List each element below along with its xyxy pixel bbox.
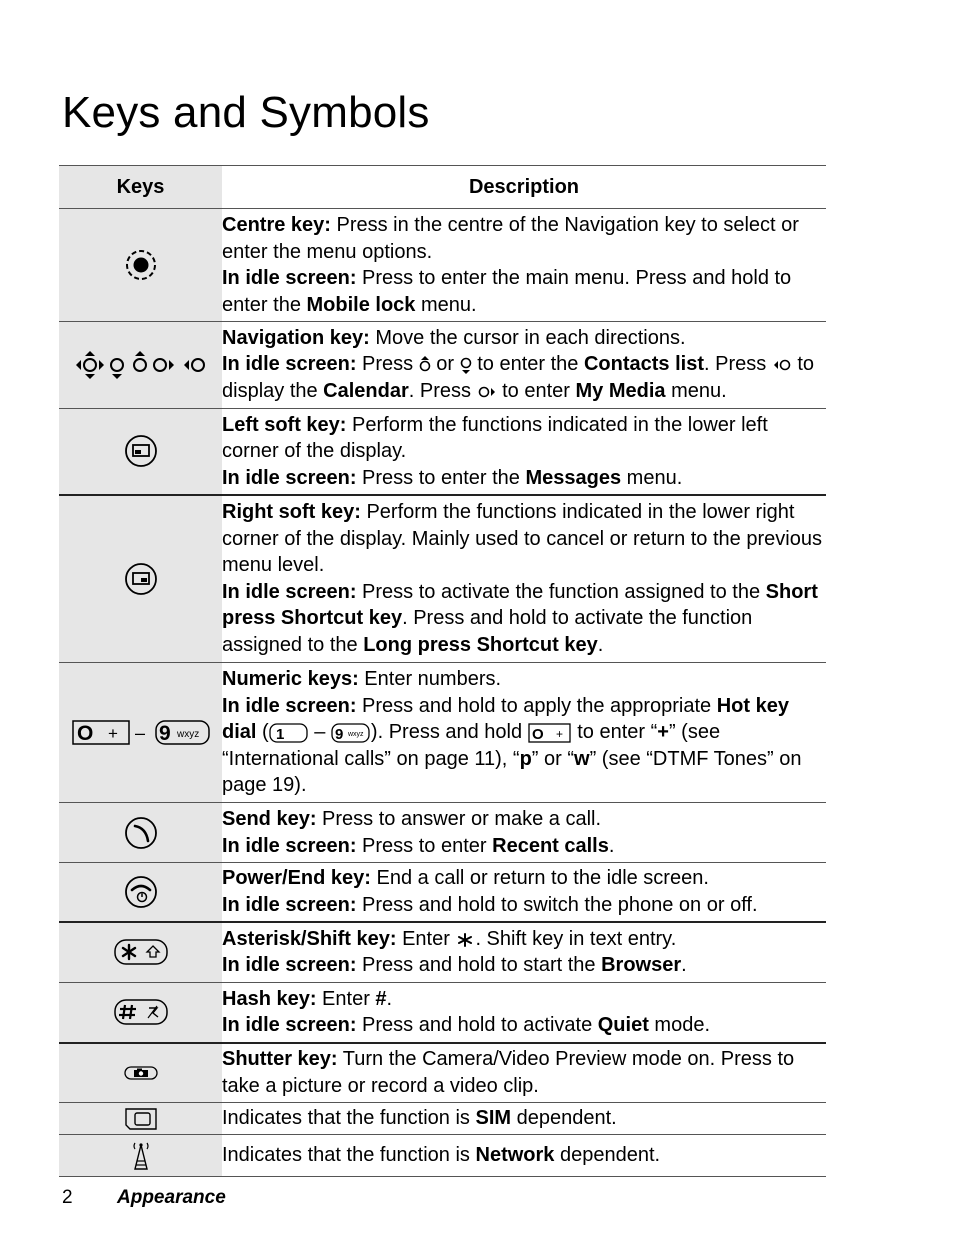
table-row [59, 803, 826, 863]
description-cell [222, 803, 826, 863]
description-text: In idle screen: [222, 694, 357, 717]
key-cell [59, 803, 222, 863]
description-text: or [430, 353, 460, 376]
description-text: In idle screen: [222, 466, 357, 489]
description-text: to enter the [471, 353, 584, 376]
description-text: Press and hold to start the [356, 954, 602, 977]
nav-right-icon [477, 379, 497, 406]
description-cell [222, 983, 826, 1043]
description-cell [222, 495, 826, 663]
description-line [222, 833, 826, 860]
description-text: to display the [222, 353, 815, 403]
description-text: My Media [575, 380, 666, 403]
key-cell [59, 1103, 222, 1135]
keys-table [59, 165, 826, 1177]
description-text: In idle screen: [222, 834, 357, 857]
table-row [59, 409, 826, 495]
description-text: Long press Shortcut key [363, 633, 598, 656]
description-line [222, 265, 826, 318]
description-cell [222, 209, 826, 322]
description-text: Network [475, 1144, 555, 1167]
description-text: . Press [408, 380, 477, 403]
description-text: mode. [648, 1014, 711, 1037]
description-text: ” or “ [531, 747, 575, 770]
description-text: Indicates that the function is [222, 1107, 476, 1130]
keys-column-header: Keys [59, 166, 222, 209]
description-text: ). Press and hold [370, 721, 528, 744]
key-cell [59, 663, 222, 803]
description-text: w [574, 747, 590, 770]
key-cell [59, 1043, 222, 1103]
table-row [59, 983, 826, 1043]
description-text: Hot key dial [222, 694, 789, 744]
page-title: Keys and Symbols [62, 88, 430, 137]
power-end-key-icon [124, 883, 158, 900]
svg-text:wxyz: wxyz [347, 731, 364, 739]
description-text: Press to enter [356, 834, 493, 857]
description-text: Recent calls [492, 834, 609, 857]
table-row [59, 922, 826, 983]
description-cell [222, 1103, 826, 1135]
description-text: In idle screen: [222, 353, 357, 376]
sim-card-icon [123, 1110, 159, 1127]
svg-text:O: O [531, 726, 544, 744]
svg-text:1: 1 [275, 726, 285, 744]
table-row [59, 322, 826, 409]
description-line [222, 412, 826, 465]
key-0-small-icon [528, 719, 572, 746]
description-cell [222, 409, 826, 495]
description-text: – [308, 721, 331, 744]
description-text: + [657, 721, 669, 744]
description-text: Press to activate the function assigned to the [356, 580, 766, 603]
description-text: ( [256, 721, 269, 744]
key-cell [59, 983, 222, 1043]
svg-text:wxyz: wxyz [176, 728, 199, 740]
description-cell [222, 863, 826, 922]
description-text: End a call or return to the idle screen. [370, 867, 709, 890]
description-line [222, 892, 826, 919]
description-text: Hash key: [222, 987, 317, 1010]
description-text: Contacts list [583, 353, 704, 376]
description-text: ” (see “International calls” on page 11), “ [222, 721, 721, 770]
description-text: menu. [621, 466, 683, 489]
description-text: In idle screen: [222, 893, 357, 916]
description-line [222, 986, 826, 1013]
description-line [222, 865, 826, 892]
description-text: Numeric keys: [222, 668, 359, 691]
description-line [222, 952, 826, 979]
description-text: Shutter key: [222, 1048, 338, 1071]
table-row [59, 1103, 826, 1135]
description-text: . Press [703, 353, 772, 376]
description-text: Move the cursor in each directions. [369, 326, 686, 349]
description-text: Mobile lock [306, 293, 416, 316]
description-line [222, 926, 826, 953]
description-text: Enter [316, 987, 376, 1010]
left-soft-key-icon [124, 442, 158, 459]
table-row [59, 663, 826, 803]
description-text: In idle screen: [222, 954, 357, 977]
description-text: . [608, 834, 615, 857]
description-column-header: Description [222, 166, 826, 209]
description-text: Press in the centre of the Navigation key to select or enter the menu options. [222, 214, 799, 263]
description-text: Send key: [222, 808, 317, 830]
description-text: Calendar [323, 380, 409, 403]
description-line [222, 325, 826, 352]
description-cell [222, 322, 826, 409]
send-key-icon [124, 824, 158, 841]
description-text: to enter [496, 380, 576, 403]
asterisk-shift-key-icon [113, 943, 169, 960]
description-text: Browser [601, 954, 682, 977]
description-line [222, 579, 826, 659]
description-text: dependent. [511, 1107, 617, 1130]
description-line [222, 351, 826, 405]
right-soft-key-icon [124, 570, 158, 587]
description-text: Asterisk/Shift key: [222, 927, 397, 950]
table-row [59, 1135, 826, 1177]
description-text: In idle screen: [222, 580, 357, 603]
description-text: Short press Shortcut key [222, 580, 818, 630]
table-row [59, 209, 826, 322]
page-footer [62, 1187, 226, 1209]
description-line [222, 499, 826, 579]
nav-down-icon [460, 352, 472, 379]
numeric-keys-icon [71, 721, 211, 745]
description-text: dependent. [554, 1144, 661, 1167]
description-line [222, 1046, 826, 1099]
description-text: Centre key: [222, 214, 331, 236]
description-text: Press to enter the main menu. Press and hold to enter the [222, 267, 792, 316]
key-cell [59, 922, 222, 983]
key-cell [59, 1135, 222, 1177]
description-cell [222, 1135, 826, 1177]
description-text: . Shift key in text entry. [475, 927, 677, 950]
description-text: Quiet [597, 1014, 649, 1037]
key-cell [59, 495, 222, 663]
table-row [59, 1043, 826, 1103]
description-text: . [386, 987, 393, 1010]
description-text: to enter “ [571, 721, 658, 744]
description-text: menu. [665, 380, 727, 403]
description-text: Left soft key: [222, 413, 347, 436]
description-text: Enter numbers. [358, 668, 502, 691]
description-text: Press to enter the [356, 466, 526, 489]
description-text: menu. [415, 293, 477, 316]
table-row [59, 863, 826, 922]
description-line [222, 1012, 826, 1039]
description-text: Indicates that the function is [222, 1144, 476, 1167]
description-text: Press to answer or make a call. [316, 808, 602, 830]
description-line [222, 465, 826, 492]
key-cell [59, 863, 222, 922]
description-text: Press and hold to activate [356, 1014, 598, 1037]
description-text: Turn the Camera/Video Preview mode on. Press to take a picture or record a video clip. [222, 1048, 795, 1097]
key-9-small-icon [331, 719, 371, 746]
description-text: p [519, 747, 532, 770]
description-text: . Press and hold to activate the function assigned to the [222, 607, 753, 656]
key-cell [59, 322, 222, 409]
page-number: 2 [62, 1187, 73, 1208]
description-line [222, 1105, 826, 1132]
nav-up-icon [419, 352, 431, 379]
centre-key-icon [124, 256, 158, 273]
description-text: Press [356, 353, 419, 376]
description-line [222, 806, 826, 833]
description-text: Power/End key: [222, 867, 371, 890]
description-text: Perform the functions indicated in the lower right corner of the display. Mainly used to cancel or return to the previous menu level. [222, 501, 822, 577]
svg-text:O: O [76, 721, 93, 745]
asterisk-glyph-icon [455, 926, 475, 953]
description-text: Press and hold to switch the phone on or off. [356, 893, 758, 916]
description-text: . [597, 633, 604, 656]
description-text: ” (see “DTMF Tones” on page 19). [222, 747, 802, 797]
description-line [222, 212, 826, 265]
description-cell [222, 922, 826, 983]
description-text: In idle screen: [222, 267, 357, 289]
description-text: . [681, 954, 687, 977]
svg-text:9: 9 [334, 726, 344, 744]
section-name: Appearance [117, 1187, 226, 1208]
description-text: Messages [525, 466, 622, 489]
description-line [222, 1142, 826, 1169]
description-text: In idle screen: [222, 1014, 357, 1037]
description-text: Press and hold to apply the appropriate [356, 694, 717, 717]
description-cell [222, 663, 826, 803]
key-cell [59, 409, 222, 495]
svg-text:9: 9 [158, 721, 171, 745]
table-row [59, 495, 826, 663]
description-text: # [375, 987, 387, 1010]
description-text: Enter [396, 927, 456, 950]
description-text: SIM [475, 1107, 512, 1130]
key-1-icon [269, 719, 309, 746]
navigation-key-icon [74, 356, 208, 373]
description-text: Perform the functions indicated in the lower left corner of the display. [222, 413, 768, 462]
hash-key-icon [113, 1003, 169, 1020]
description-text: Navigation key: [222, 326, 370, 349]
nav-left-icon [772, 352, 792, 379]
description-line [222, 666, 826, 693]
shutter-key-icon [123, 1064, 159, 1081]
key-cell [59, 209, 222, 322]
network-antenna-icon [126, 1147, 156, 1164]
description-cell [222, 1043, 826, 1103]
description-line [222, 693, 826, 799]
svg-text:+: + [555, 727, 563, 742]
svg-text:–: – [134, 722, 145, 743]
svg-text:+: + [107, 723, 118, 743]
description-text: Right soft key: [222, 501, 361, 524]
